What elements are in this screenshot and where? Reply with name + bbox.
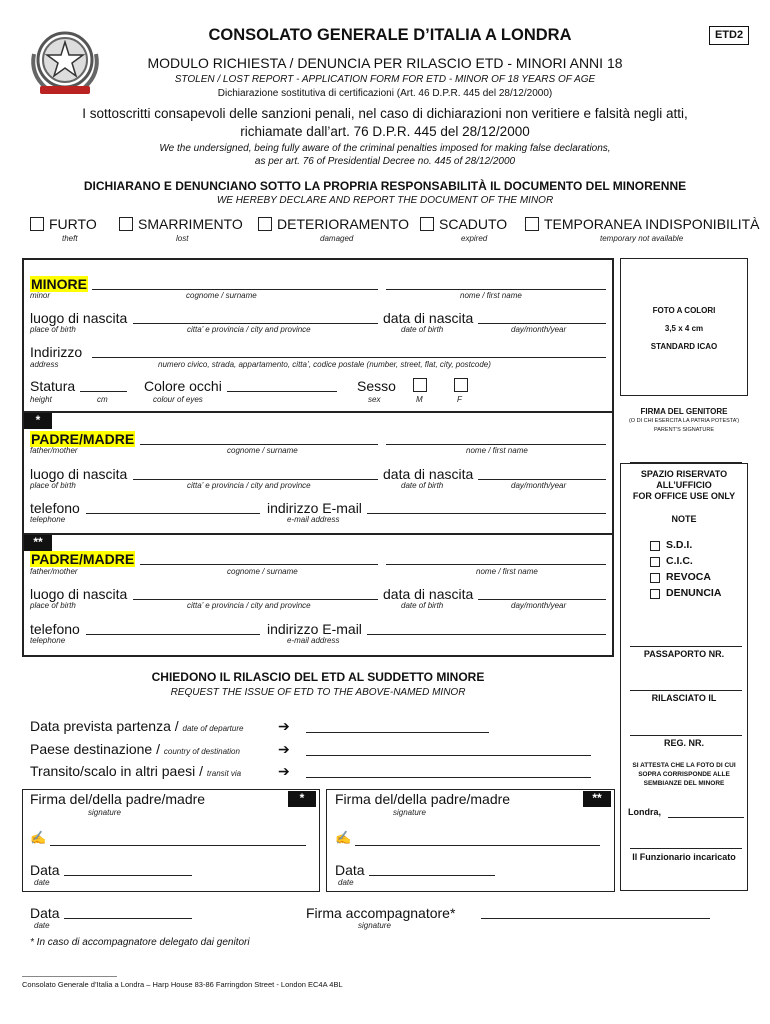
cic-checkbox[interactable] bbox=[650, 557, 660, 567]
minor-address-line[interactable] bbox=[92, 357, 606, 358]
parent2-email-en: e-mail address bbox=[287, 636, 340, 645]
reason-damaged-checkbox[interactable] bbox=[258, 217, 272, 231]
parent2-date-line[interactable] bbox=[369, 875, 495, 876]
parent1-birthplace-en: place of birth bbox=[30, 481, 76, 490]
minor-sex-en: sex bbox=[368, 395, 381, 404]
reason-theft-en: theft bbox=[62, 234, 78, 243]
parent2-name-line[interactable] bbox=[386, 564, 606, 565]
denuncia-label: DENUNCIA bbox=[666, 587, 722, 599]
parent1-title-en: father/mother bbox=[30, 446, 78, 455]
reason-expired-label: SCADUTO bbox=[439, 216, 508, 232]
parent2-name-en: nome / first name bbox=[476, 567, 538, 576]
declare-heading-en: WE HEREBY DECLARE AND REPORT THE DOCUMENT OF THE MINOR bbox=[216, 195, 554, 206]
declaration-en-2: as per art. 76 of Presidential Decree no. 445 of 28/12/2000 bbox=[254, 156, 516, 167]
destination-label-en: country of destination bbox=[163, 747, 240, 756]
request-title: CHIEDONO IL RILASCIO DEL ETD AL SUDDETTO MINORE bbox=[151, 670, 485, 684]
parent2-pen-icon: ✍ bbox=[335, 830, 352, 845]
companion-date-en: date bbox=[34, 921, 50, 930]
sdi-label: S.D.I. bbox=[666, 539, 693, 551]
parent-signature-en: PARENT’S SIGNATURE bbox=[654, 427, 714, 433]
minor-title-en: minor bbox=[30, 291, 51, 300]
request-title-en: REQUEST THE ISSUE OF ETD TO THE ABOVE-NAMED MINOR bbox=[170, 687, 466, 698]
minor-address-en: address bbox=[30, 360, 59, 369]
reason-lost-checkbox[interactable] bbox=[119, 217, 133, 231]
minor-title: MINORE bbox=[31, 276, 87, 292]
office-title-1: SPAZIO RISERVATO bbox=[640, 469, 728, 479]
minor-birthplace-line[interactable] bbox=[133, 323, 378, 324]
minor-surname-en: cognome / surname bbox=[186, 291, 257, 300]
revoca-label: REVOCA bbox=[666, 571, 711, 583]
parent1-pen-icon: ✍ bbox=[30, 830, 47, 845]
parent1-phone-label: telefono bbox=[30, 500, 80, 516]
minor-dmy: day/month/year bbox=[511, 325, 567, 334]
parent1-name-en: nome / first name bbox=[466, 446, 528, 455]
parent1-mark: * bbox=[24, 413, 52, 429]
photo-label-2: 3,5 x 4 cm bbox=[664, 324, 704, 333]
destination-label: Paese destinazione / bbox=[30, 741, 160, 757]
reason-theft-checkbox[interactable] bbox=[30, 217, 44, 231]
companion-signature-en: signature bbox=[358, 921, 391, 930]
parent1-email-label: indirizzo E-mail bbox=[267, 500, 362, 516]
parent1-signature-label: Firma del/della padre/madre bbox=[30, 791, 206, 807]
form-subtitle-note: Dichiarazione sostitutiva di certificazioni (Art. 46 D.P.R. 445 del 28/12/2000) bbox=[217, 88, 553, 99]
sdi-checkbox[interactable] bbox=[650, 541, 660, 551]
minor-sex-f-checkbox[interactable] bbox=[454, 378, 468, 392]
form-subtitle-en: STOLEN / LOST REPORT - APPLICATION FORM FOR ETD - MINOR OF 18 YEARS OF AGE bbox=[174, 74, 596, 85]
minor-surname-line[interactable] bbox=[92, 289, 378, 290]
parent2-surname-line[interactable] bbox=[140, 564, 378, 565]
minor-name-en: nome / first name bbox=[460, 291, 522, 300]
attest-text: SI ATTESTA CHE LA FOTO DI CUI SOPRA CORRISPONDE ALLE SEMBIANZE DEL MINORE bbox=[632, 762, 736, 787]
parent2-city-en: citta’ e provincia / city and province bbox=[187, 601, 311, 610]
parent1-city-en: citta’ e provincia / city and province bbox=[187, 481, 311, 490]
departure-label-en: date of departure bbox=[182, 724, 244, 733]
city-label: Londra, bbox=[628, 807, 661, 817]
revoca-checkbox[interactable] bbox=[650, 573, 660, 583]
destination-arrow-icon: ➔ bbox=[278, 741, 290, 757]
passport-label: PASSAPORTO NR. bbox=[643, 649, 725, 659]
reason-unavailable-checkbox[interactable] bbox=[525, 217, 539, 231]
reason-expired-en: expired bbox=[461, 234, 488, 243]
declare-heading: DICHIARANO E DENUNCIANO SOTTO LA PROPRIA RESPONSABILITÀ IL DOCUMENTO DEL MINORENNE bbox=[83, 179, 687, 193]
parent1-dmy: day/month/year bbox=[511, 481, 567, 490]
companion-date-label: Data bbox=[30, 905, 60, 921]
minor-eyes-en: colour of eyes bbox=[153, 395, 203, 404]
departure-line[interactable] bbox=[306, 732, 489, 733]
parent2-birthdate-en: date of birth bbox=[401, 601, 444, 610]
parent1-name-line[interactable] bbox=[386, 444, 606, 445]
minor-birthdate-en: date of birth bbox=[401, 325, 444, 334]
parent2-phone-label: telefono bbox=[30, 621, 80, 637]
minor-birthdate-label: data di nascita bbox=[383, 310, 474, 326]
office-notes: NOTE bbox=[671, 514, 697, 524]
minor-sex-label: Sesso bbox=[357, 378, 396, 394]
parent2-date-label: Data bbox=[335, 862, 365, 878]
form-subtitle: MODULO RICHIESTA / DENUNCIA PER RILASCIO ETD - MINORI ANNI 18 bbox=[147, 55, 623, 71]
minor-address-label: Indirizzo bbox=[30, 344, 83, 360]
cic-label: C.I.C. bbox=[666, 555, 693, 567]
declaration-it-1: I sottoscritti consapevoli delle sanzioni penali, nel caso di dichiarazioni non veritiere e falsità negli atti, bbox=[82, 106, 688, 121]
parent1-date-line[interactable] bbox=[64, 875, 192, 876]
issued-line[interactable] bbox=[630, 690, 742, 691]
parent2-signature-en: signature bbox=[393, 808, 426, 817]
declaration-it-2: richiamate dall’art. 76 D.P.R. 445 del 28/12/2000 bbox=[240, 124, 530, 139]
city-line[interactable] bbox=[668, 817, 744, 818]
minor-address-hint: numero civico, strada, appartamento, citta’, codice postale (number, street, flat, city, postcode) bbox=[158, 360, 491, 369]
destination-line[interactable] bbox=[306, 755, 591, 756]
parent1-surname-line[interactable] bbox=[140, 444, 378, 445]
photo-label-3: STANDARD ICAO bbox=[650, 342, 718, 351]
parent2-signature-line[interactable] bbox=[355, 845, 600, 846]
reason-damaged-en: damaged bbox=[320, 234, 354, 243]
parent2-email-line[interactable] bbox=[367, 634, 606, 635]
parent2-title-en: father/mother bbox=[30, 567, 78, 576]
parent1-title: PADRE/MADRE bbox=[31, 431, 135, 447]
parent1-signature-mark: * bbox=[288, 791, 316, 807]
parent1-email-line[interactable] bbox=[367, 513, 606, 514]
passport-line[interactable] bbox=[630, 646, 742, 647]
minor-height-line[interactable] bbox=[80, 391, 127, 392]
parent2-email-label: indirizzo E-mail bbox=[267, 621, 362, 637]
parent1-phone-line[interactable] bbox=[86, 513, 260, 514]
issued-label: RILASCIATO IL bbox=[651, 693, 717, 703]
parent2-signature-label: Firma del/della padre/madre bbox=[335, 791, 511, 807]
transit-label: Transito/scalo in altri paesi / bbox=[30, 763, 203, 779]
transit-label-en: transit via bbox=[206, 769, 242, 778]
parent2-birthplace-label: luogo di nascita bbox=[30, 586, 128, 602]
reason-damaged-label: DETERIORAMENTO bbox=[277, 216, 409, 232]
minor-height-label: Statura bbox=[30, 378, 76, 394]
parent2-dmy: day/month/year bbox=[511, 601, 567, 610]
reason-lost-en: lost bbox=[176, 234, 189, 243]
parent1-date-label: Data bbox=[30, 862, 60, 878]
minor-sex-f: F bbox=[457, 395, 462, 404]
parent2-date-en: date bbox=[338, 878, 354, 887]
parent1-phone-en: telephone bbox=[30, 515, 66, 524]
parent1-email-en: e-mail address bbox=[287, 515, 340, 524]
consulate-title: CONSOLATO GENERALE D’ITALIA A LONDRA bbox=[208, 26, 572, 44]
companion-date-line[interactable] bbox=[64, 918, 192, 919]
parent1-signature-en: signature bbox=[88, 808, 121, 817]
parent2-birthdate-label: data di nascita bbox=[383, 586, 474, 602]
minor-name-line[interactable] bbox=[386, 289, 606, 290]
minor-birthplace-label: luogo di nascita bbox=[30, 310, 128, 326]
parent1-birthdate-line[interactable] bbox=[478, 479, 606, 480]
reg-line[interactable] bbox=[630, 735, 742, 736]
departure-label: Data prevista partenza / bbox=[30, 718, 179, 734]
reason-unavailable-label: TEMPORANEA INDISPONIBILITÀ bbox=[544, 216, 760, 232]
parent2-mark: ** bbox=[24, 535, 52, 551]
photo-label-1: FOTO A COLORI bbox=[652, 306, 716, 315]
parent1-birthdate-label: data di nascita bbox=[383, 466, 474, 482]
parent-signature-title: FIRMA DEL GENITORE bbox=[640, 407, 728, 416]
parent1-signature-line[interactable] bbox=[50, 845, 306, 846]
minor-birthdate-line[interactable] bbox=[478, 323, 606, 324]
form-code: ETD2 bbox=[709, 26, 749, 45]
minor-birthplace-en: place of birth bbox=[30, 325, 76, 334]
parent1-surname-en: cognome / surname bbox=[227, 446, 298, 455]
office-box bbox=[620, 463, 748, 891]
declaration-en-1: We the undersigned, being fully aware of the criminal penalties imposed for making false declarations, bbox=[159, 143, 611, 154]
parent1-birthplace-line[interactable] bbox=[133, 479, 378, 480]
officer-line[interactable] bbox=[630, 848, 742, 849]
footer-divider bbox=[22, 976, 117, 977]
denuncia-checkbox[interactable] bbox=[650, 589, 660, 599]
officer-label: Il Funzionario incaricato bbox=[632, 852, 736, 862]
minor-cm: cm bbox=[97, 395, 108, 404]
parent2-birthplace-en: place of birth bbox=[30, 601, 76, 610]
minor-section bbox=[22, 258, 614, 413]
reason-unavailable-en: temporary not available bbox=[600, 234, 684, 243]
parent2-title: PADRE/MADRE bbox=[31, 551, 135, 567]
parent1-birthdate-en: date of birth bbox=[401, 481, 444, 490]
reason-lost-label: SMARRIMENTO bbox=[138, 216, 243, 232]
parent1-date-en: date bbox=[34, 878, 50, 887]
transit-line[interactable] bbox=[306, 777, 591, 778]
companion-note: * In caso di accompagnatore delegato dai genitori bbox=[30, 937, 250, 948]
parent1-birthplace-label: luogo di nascita bbox=[30, 466, 128, 482]
office-title-3: FOR OFFICE USE ONLY bbox=[632, 491, 736, 501]
office-title-2: ALL’UFFICIO bbox=[656, 480, 712, 490]
minor-sex-m-checkbox[interactable] bbox=[413, 378, 427, 392]
parent2-surname-en: cognome / surname bbox=[227, 567, 298, 576]
parent2-phone-en: telephone bbox=[30, 636, 66, 645]
parent2-signature-mark: ** bbox=[583, 791, 611, 807]
reason-theft-label: FURTO bbox=[49, 216, 97, 232]
parent2-phone-line[interactable] bbox=[86, 634, 260, 635]
parent-signature-note: (O DI CHI ESERCITA LA PATRIA POTESTA’) bbox=[628, 418, 740, 424]
reason-expired-checkbox[interactable] bbox=[420, 217, 434, 231]
minor-city-en: citta’ e provincia / city and province bbox=[187, 325, 311, 334]
parent2-birthdate-line[interactable] bbox=[478, 599, 606, 600]
companion-signature-label: Firma accompagnatore* bbox=[306, 905, 456, 921]
minor-sex-m: M bbox=[416, 395, 423, 404]
minor-eyes-label: Colore occhi bbox=[144, 378, 222, 394]
reg-label: REG. NR. bbox=[663, 738, 704, 748]
footer-address: Consolato Generale d’Italia a Londra – Harp House 83-86 Farringdon Street - London EC4A 4BL bbox=[22, 980, 343, 989]
minor-height-en: height bbox=[30, 395, 52, 404]
parent2-birthplace-line[interactable] bbox=[133, 599, 378, 600]
departure-arrow-icon: ➔ bbox=[278, 718, 290, 734]
transit-arrow-icon: ➔ bbox=[278, 763, 290, 779]
minor-eyes-line[interactable] bbox=[227, 391, 337, 392]
companion-signature-line[interactable] bbox=[481, 918, 710, 919]
